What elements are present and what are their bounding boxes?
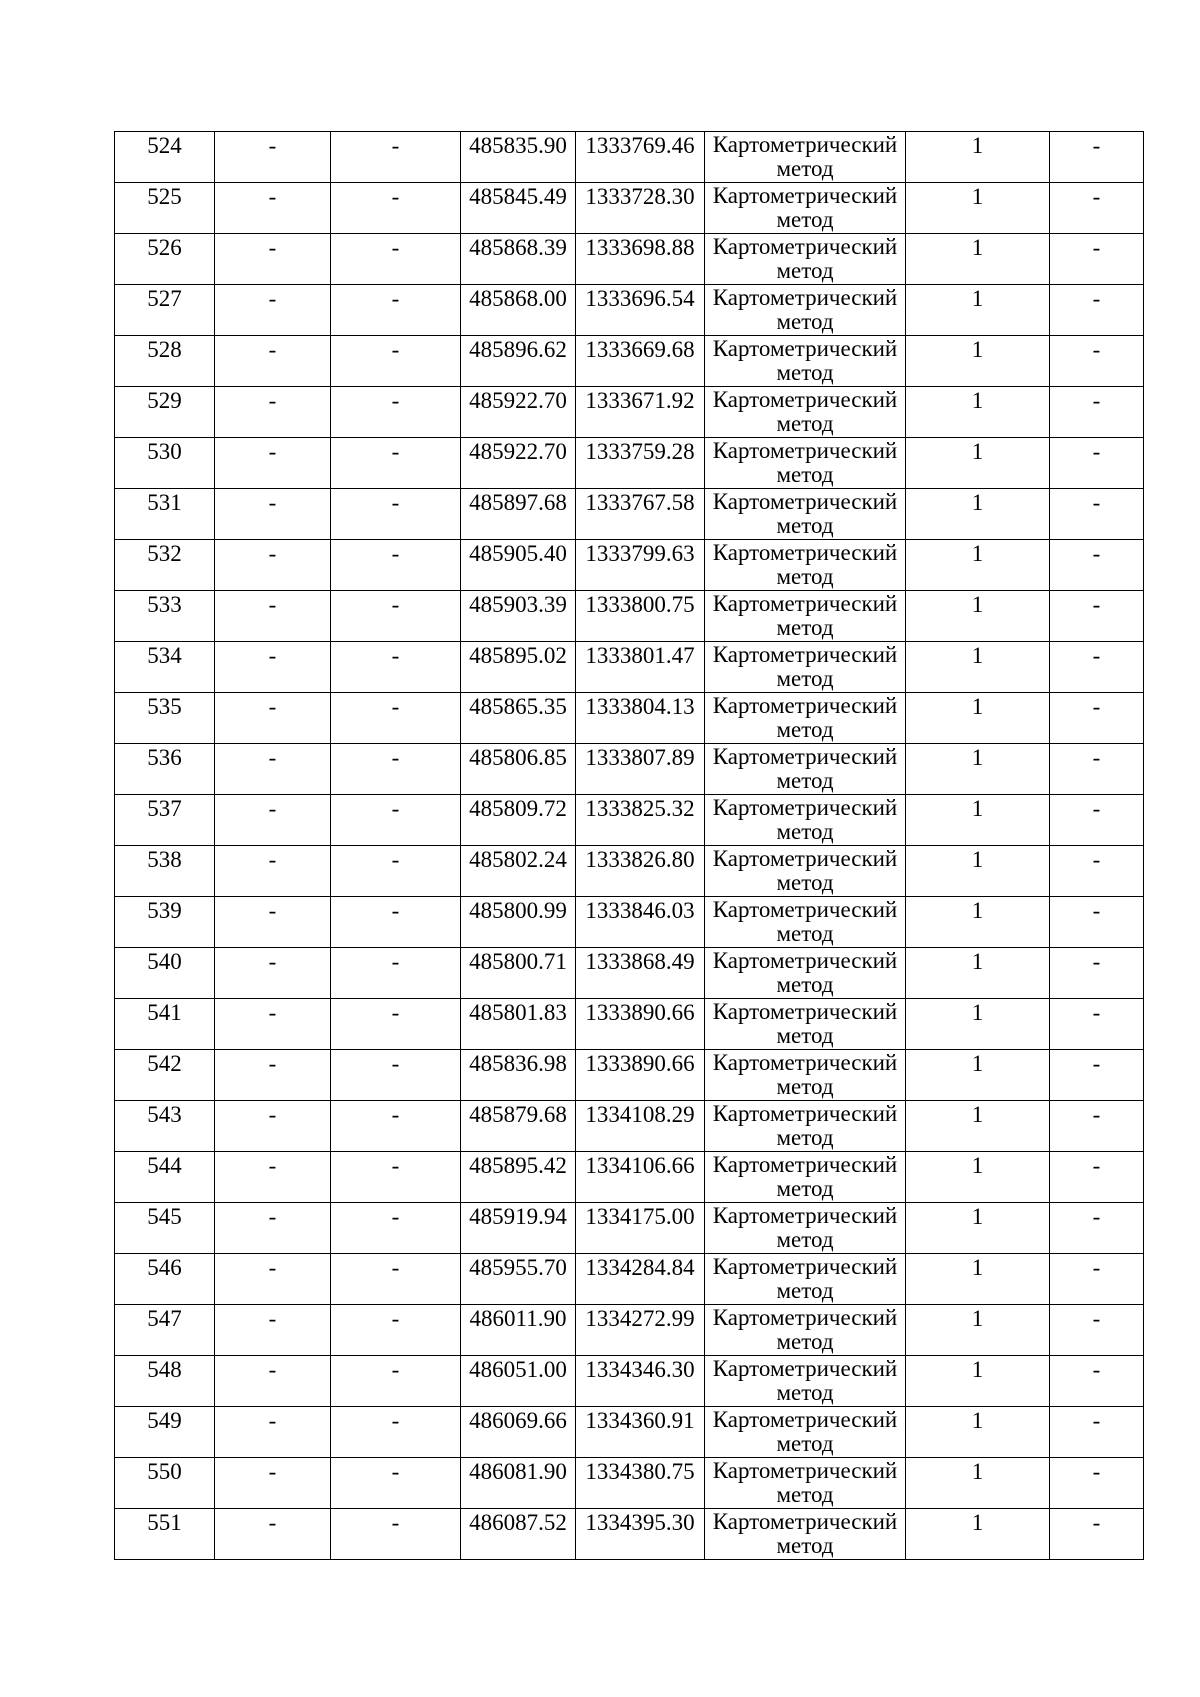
coordinate-x-cell: 485806.85 — [461, 744, 576, 795]
coordinate-x-cell: 486069.66 — [461, 1407, 576, 1458]
empty-dash-cell: - — [215, 948, 331, 999]
table-row — [115, 234, 1144, 285]
point-number-cell: 533 — [115, 591, 215, 642]
empty-dash-cell: - — [1050, 1407, 1144, 1458]
empty-dash-cell: - — [331, 540, 461, 591]
empty-dash-cell: - — [331, 1509, 461, 1560]
empty-dash-cell: - — [1050, 1254, 1144, 1305]
accuracy-cell: 1 — [906, 1407, 1050, 1458]
coordinate-y-cell: 1334346.30 — [576, 1356, 705, 1407]
accuracy-cell: 1 — [906, 1203, 1050, 1254]
empty-dash-cell: - — [331, 693, 461, 744]
accuracy-cell: 1 — [906, 999, 1050, 1050]
empty-dash-cell: - — [1050, 285, 1144, 336]
empty-dash-cell: - — [1050, 540, 1144, 591]
table-row — [115, 1356, 1144, 1407]
accuracy-cell: 1 — [906, 591, 1050, 642]
point-number-cell: 545 — [115, 1203, 215, 1254]
point-number-cell: 546 — [115, 1254, 215, 1305]
empty-dash-cell: - — [215, 999, 331, 1050]
accuracy-cell: 1 — [906, 1152, 1050, 1203]
point-number-cell: 532 — [115, 540, 215, 591]
empty-dash-cell: - — [215, 438, 331, 489]
empty-dash-cell: - — [331, 336, 461, 387]
coordinate-y-cell: 1333769.46 — [576, 132, 705, 183]
empty-dash-cell: - — [215, 540, 331, 591]
table-row — [115, 1101, 1144, 1152]
table-row — [115, 387, 1144, 438]
empty-dash-cell: - — [215, 744, 331, 795]
method-cell: Картометрический метод — [705, 1356, 906, 1407]
method-cell: Картометрический метод — [705, 1152, 906, 1203]
empty-dash-cell: - — [1050, 234, 1144, 285]
coordinate-x-cell: 485905.40 — [461, 540, 576, 591]
empty-dash-cell: - — [215, 897, 331, 948]
empty-dash-cell: - — [331, 999, 461, 1050]
point-number-cell: 528 — [115, 336, 215, 387]
coordinate-y-cell: 1333671.92 — [576, 387, 705, 438]
coordinate-y-cell: 1333698.88 — [576, 234, 705, 285]
point-number-cell: 527 — [115, 285, 215, 336]
accuracy-cell: 1 — [906, 387, 1050, 438]
empty-dash-cell: - — [1050, 744, 1144, 795]
coordinate-x-cell: 486081.90 — [461, 1458, 576, 1509]
method-cell: Картометрический метод — [705, 948, 906, 999]
empty-dash-cell: - — [331, 591, 461, 642]
accuracy-cell: 1 — [906, 1509, 1050, 1560]
empty-dash-cell: - — [1050, 438, 1144, 489]
accuracy-cell: 1 — [906, 540, 1050, 591]
coordinate-y-cell: 1334284.84 — [576, 1254, 705, 1305]
table-row — [115, 540, 1144, 591]
empty-dash-cell: - — [331, 948, 461, 999]
empty-dash-cell: - — [215, 1203, 331, 1254]
empty-dash-cell: - — [1050, 591, 1144, 642]
empty-dash-cell: - — [331, 1407, 461, 1458]
table-row — [115, 897, 1144, 948]
coordinate-y-cell: 1333728.30 — [576, 183, 705, 234]
method-cell: Картометрический метод — [705, 285, 906, 336]
accuracy-cell: 1 — [906, 1050, 1050, 1101]
accuracy-cell: 1 — [906, 948, 1050, 999]
empty-dash-cell: - — [215, 1407, 331, 1458]
coordinate-y-cell: 1333826.80 — [576, 846, 705, 897]
accuracy-cell: 1 — [906, 1101, 1050, 1152]
coordinate-y-cell: 1333801.47 — [576, 642, 705, 693]
table-row — [115, 1305, 1144, 1356]
accuracy-cell: 1 — [906, 132, 1050, 183]
accuracy-cell: 1 — [906, 693, 1050, 744]
empty-dash-cell: - — [331, 1050, 461, 1101]
method-cell: Картометрический метод — [705, 1254, 906, 1305]
coordinate-x-cell: 486011.90 — [461, 1305, 576, 1356]
table-row — [115, 285, 1144, 336]
point-number-cell: 531 — [115, 489, 215, 540]
coordinate-x-cell: 485895.02 — [461, 642, 576, 693]
accuracy-cell: 1 — [906, 1458, 1050, 1509]
empty-dash-cell: - — [1050, 1203, 1144, 1254]
accuracy-cell: 1 — [906, 285, 1050, 336]
table-row — [115, 1050, 1144, 1101]
empty-dash-cell: - — [331, 285, 461, 336]
coordinate-x-cell: 485919.94 — [461, 1203, 576, 1254]
empty-dash-cell: - — [215, 1254, 331, 1305]
coordinate-x-cell: 485865.35 — [461, 693, 576, 744]
empty-dash-cell: - — [215, 693, 331, 744]
coordinate-y-cell: 1333807.89 — [576, 744, 705, 795]
point-number-cell: 529 — [115, 387, 215, 438]
method-cell: Картометрический метод — [705, 795, 906, 846]
method-cell: Картометрический метод — [705, 846, 906, 897]
empty-dash-cell: - — [331, 846, 461, 897]
coordinate-x-cell: 485879.68 — [461, 1101, 576, 1152]
table-row — [115, 642, 1144, 693]
accuracy-cell: 1 — [906, 336, 1050, 387]
empty-dash-cell: - — [215, 1509, 331, 1560]
coordinate-x-cell: 485922.70 — [461, 387, 576, 438]
method-cell: Картометрический метод — [705, 744, 906, 795]
coordinate-x-cell: 485955.70 — [461, 1254, 576, 1305]
accuracy-cell: 1 — [906, 183, 1050, 234]
empty-dash-cell: - — [1050, 795, 1144, 846]
table-row — [115, 744, 1144, 795]
method-cell: Картометрический метод — [705, 1050, 906, 1101]
empty-dash-cell: - — [331, 489, 461, 540]
empty-dash-cell: - — [331, 1152, 461, 1203]
coordinate-x-cell: 486087.52 — [461, 1509, 576, 1560]
coordinate-x-cell: 485835.90 — [461, 132, 576, 183]
coordinate-x-cell: 485801.83 — [461, 999, 576, 1050]
table-body — [115, 132, 1144, 1560]
method-cell: Картометрический метод — [705, 1407, 906, 1458]
point-number-cell: 534 — [115, 642, 215, 693]
empty-dash-cell: - — [215, 846, 331, 897]
method-cell: Картометрический метод — [705, 1101, 906, 1152]
coordinate-y-cell: 1334360.91 — [576, 1407, 705, 1458]
coordinate-x-cell: 485868.39 — [461, 234, 576, 285]
coordinate-y-cell: 1333759.28 — [576, 438, 705, 489]
method-cell: Картометрический метод — [705, 693, 906, 744]
table-row — [115, 489, 1144, 540]
empty-dash-cell: - — [215, 1458, 331, 1509]
empty-dash-cell: - — [331, 1203, 461, 1254]
empty-dash-cell: - — [215, 642, 331, 693]
point-number-cell: 544 — [115, 1152, 215, 1203]
table-row — [115, 1203, 1144, 1254]
empty-dash-cell: - — [1050, 642, 1144, 693]
accuracy-cell: 1 — [906, 744, 1050, 795]
method-cell: Картометрический метод — [705, 591, 906, 642]
empty-dash-cell: - — [215, 1101, 331, 1152]
empty-dash-cell: - — [215, 795, 331, 846]
method-cell: Картометрический метод — [705, 999, 906, 1050]
table-row — [115, 948, 1144, 999]
table-row — [115, 999, 1144, 1050]
accuracy-cell: 1 — [906, 489, 1050, 540]
empty-dash-cell: - — [1050, 897, 1144, 948]
empty-dash-cell: - — [1050, 999, 1144, 1050]
coordinate-x-cell: 485895.42 — [461, 1152, 576, 1203]
coordinate-x-cell: 485896.62 — [461, 336, 576, 387]
method-cell: Картометрический метод — [705, 1203, 906, 1254]
point-number-cell: 524 — [115, 132, 215, 183]
method-cell: Картометрический метод — [705, 897, 906, 948]
accuracy-cell: 1 — [906, 642, 1050, 693]
coordinate-x-cell: 485903.39 — [461, 591, 576, 642]
coordinate-y-cell: 1334106.66 — [576, 1152, 705, 1203]
empty-dash-cell: - — [1050, 948, 1144, 999]
empty-dash-cell: - — [331, 1356, 461, 1407]
table-row — [115, 693, 1144, 744]
empty-dash-cell: - — [331, 1254, 461, 1305]
coordinate-x-cell: 485800.99 — [461, 897, 576, 948]
table-row — [115, 1509, 1144, 1560]
table-row — [115, 1458, 1144, 1509]
point-number-cell: 540 — [115, 948, 215, 999]
empty-dash-cell: - — [215, 132, 331, 183]
empty-dash-cell: - — [331, 897, 461, 948]
accuracy-cell: 1 — [906, 438, 1050, 489]
method-cell: Картометрический метод — [705, 642, 906, 693]
coordinate-y-cell: 1333825.32 — [576, 795, 705, 846]
empty-dash-cell: - — [331, 387, 461, 438]
table-row — [115, 846, 1144, 897]
coordinate-x-cell: 485922.70 — [461, 438, 576, 489]
point-number-cell: 525 — [115, 183, 215, 234]
method-cell: Картометрический метод — [705, 438, 906, 489]
empty-dash-cell: - — [1050, 1458, 1144, 1509]
point-number-cell: 543 — [115, 1101, 215, 1152]
accuracy-cell: 1 — [906, 1254, 1050, 1305]
table-row — [115, 1407, 1144, 1458]
accuracy-cell: 1 — [906, 795, 1050, 846]
coordinate-y-cell: 1333890.66 — [576, 1050, 705, 1101]
table-row — [115, 438, 1144, 489]
accuracy-cell: 1 — [906, 234, 1050, 285]
method-cell: Картометрический метод — [705, 387, 906, 438]
empty-dash-cell: - — [1050, 183, 1144, 234]
empty-dash-cell: - — [331, 795, 461, 846]
accuracy-cell: 1 — [906, 1305, 1050, 1356]
coordinate-y-cell: 1334380.75 — [576, 1458, 705, 1509]
empty-dash-cell: - — [215, 1050, 331, 1101]
table-row — [115, 183, 1144, 234]
empty-dash-cell: - — [1050, 336, 1144, 387]
empty-dash-cell: - — [1050, 1356, 1144, 1407]
point-number-cell: 535 — [115, 693, 215, 744]
accuracy-cell: 1 — [906, 897, 1050, 948]
coordinate-y-cell: 1333890.66 — [576, 999, 705, 1050]
method-cell: Картометрический метод — [705, 1458, 906, 1509]
coordinate-x-cell: 485802.24 — [461, 846, 576, 897]
empty-dash-cell: - — [215, 234, 331, 285]
empty-dash-cell: - — [215, 285, 331, 336]
point-number-cell: 539 — [115, 897, 215, 948]
coordinate-y-cell: 1333868.49 — [576, 948, 705, 999]
empty-dash-cell: - — [215, 1152, 331, 1203]
empty-dash-cell: - — [331, 1458, 461, 1509]
point-number-cell: 536 — [115, 744, 215, 795]
coordinate-x-cell: 485809.72 — [461, 795, 576, 846]
point-number-cell: 538 — [115, 846, 215, 897]
table-row — [115, 132, 1144, 183]
empty-dash-cell: - — [1050, 387, 1144, 438]
coordinate-y-cell: 1333800.75 — [576, 591, 705, 642]
point-number-cell: 549 — [115, 1407, 215, 1458]
empty-dash-cell: - — [215, 183, 331, 234]
point-number-cell: 547 — [115, 1305, 215, 1356]
empty-dash-cell: - — [331, 438, 461, 489]
empty-dash-cell: - — [1050, 1509, 1144, 1560]
empty-dash-cell: - — [331, 1305, 461, 1356]
empty-dash-cell: - — [1050, 846, 1144, 897]
table-row — [115, 795, 1144, 846]
method-cell: Картометрический метод — [705, 540, 906, 591]
table-row — [115, 591, 1144, 642]
coordinate-x-cell: 485836.98 — [461, 1050, 576, 1101]
method-cell: Картометрический метод — [705, 489, 906, 540]
empty-dash-cell: - — [215, 336, 331, 387]
coordinate-y-cell: 1333846.03 — [576, 897, 705, 948]
method-cell: Картометрический метод — [705, 234, 906, 285]
method-cell: Картометрический метод — [705, 1305, 906, 1356]
empty-dash-cell: - — [1050, 693, 1144, 744]
method-cell: Картометрический метод — [705, 336, 906, 387]
coordinate-y-cell: 1333804.13 — [576, 693, 705, 744]
empty-dash-cell: - — [1050, 1050, 1144, 1101]
point-number-cell: 526 — [115, 234, 215, 285]
accuracy-cell: 1 — [906, 846, 1050, 897]
empty-dash-cell: - — [331, 1101, 461, 1152]
method-cell: Картометрический метод — [705, 132, 906, 183]
empty-dash-cell: - — [1050, 1305, 1144, 1356]
empty-dash-cell: - — [331, 642, 461, 693]
method-cell: Картометрический метод — [705, 183, 906, 234]
point-number-cell: 550 — [115, 1458, 215, 1509]
table-row — [115, 1152, 1144, 1203]
point-number-cell: 541 — [115, 999, 215, 1050]
empty-dash-cell: - — [331, 132, 461, 183]
coordinate-y-cell: 1333696.54 — [576, 285, 705, 336]
empty-dash-cell: - — [331, 234, 461, 285]
coordinate-y-cell: 1333669.68 — [576, 336, 705, 387]
coordinate-x-cell: 485800.71 — [461, 948, 576, 999]
table-row — [115, 1254, 1144, 1305]
empty-dash-cell: - — [215, 1356, 331, 1407]
method-cell: Картометрический метод — [705, 1509, 906, 1560]
empty-dash-cell: - — [331, 744, 461, 795]
point-number-cell: 537 — [115, 795, 215, 846]
table-row — [115, 336, 1144, 387]
coordinate-y-cell: 1334272.99 — [576, 1305, 705, 1356]
coordinate-y-cell: 1333799.63 — [576, 540, 705, 591]
empty-dash-cell: - — [1050, 132, 1144, 183]
empty-dash-cell: - — [1050, 1152, 1144, 1203]
coordinate-x-cell: 485897.68 — [461, 489, 576, 540]
empty-dash-cell: - — [1050, 489, 1144, 540]
empty-dash-cell: - — [215, 1305, 331, 1356]
coordinate-y-cell: 1334175.00 — [576, 1203, 705, 1254]
point-number-cell: 530 — [115, 438, 215, 489]
accuracy-cell: 1 — [906, 1356, 1050, 1407]
coordinate-y-cell: 1334395.30 — [576, 1509, 705, 1560]
coordinate-y-cell: 1334108.29 — [576, 1101, 705, 1152]
point-number-cell: 548 — [115, 1356, 215, 1407]
coordinates-table — [114, 131, 1144, 1560]
empty-dash-cell: - — [331, 183, 461, 234]
point-number-cell: 551 — [115, 1509, 215, 1560]
coordinate-x-cell: 486051.00 — [461, 1356, 576, 1407]
empty-dash-cell: - — [215, 591, 331, 642]
coordinate-y-cell: 1333767.58 — [576, 489, 705, 540]
empty-dash-cell: - — [215, 489, 331, 540]
point-number-cell: 542 — [115, 1050, 215, 1101]
empty-dash-cell: - — [1050, 1101, 1144, 1152]
coordinate-x-cell: 485845.49 — [461, 183, 576, 234]
empty-dash-cell: - — [215, 387, 331, 438]
coordinate-x-cell: 485868.00 — [461, 285, 576, 336]
